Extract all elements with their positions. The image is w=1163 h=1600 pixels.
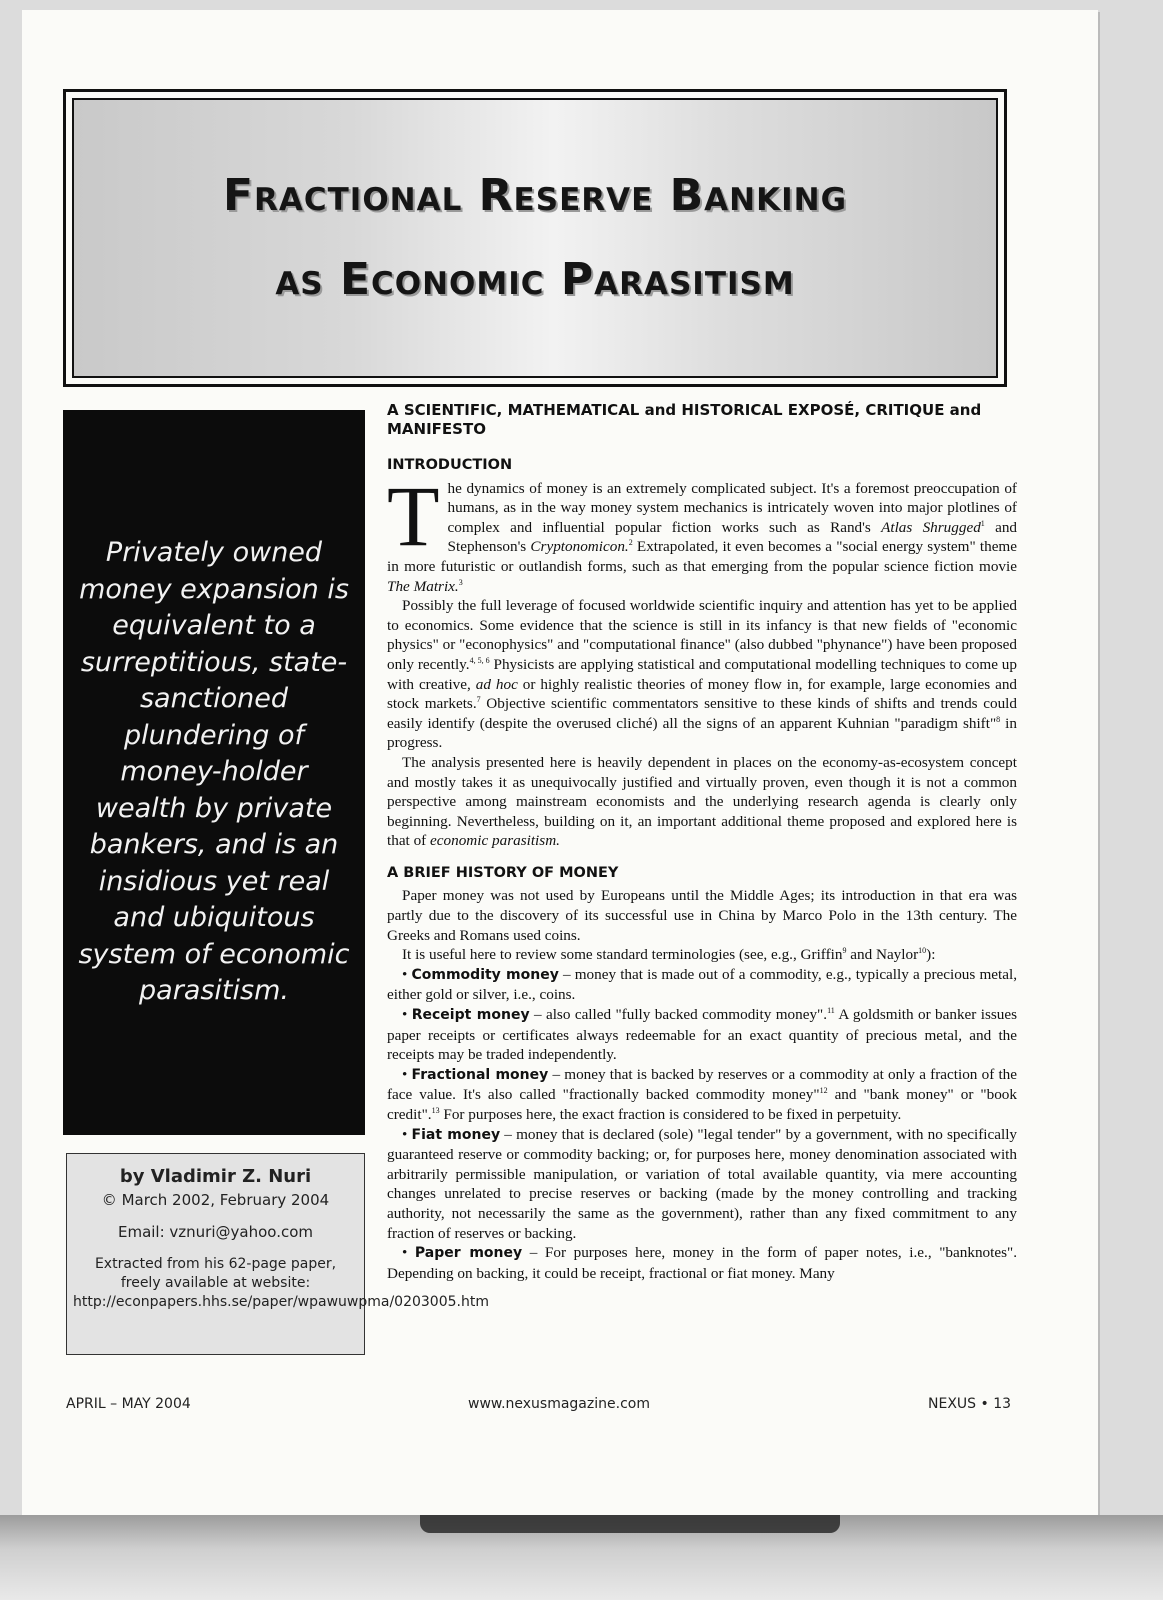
section-heading-introduction: INTRODUCTION	[387, 457, 513, 473]
author-email: Email: vznuri@yahoo.com	[117, 1223, 313, 1241]
history-paragraph-1: Paper money was not used by Europeans until the Middle Ages; its introduction in that era was partly due to the discovery of its successful use in China by Marco Polo in the 13th century. The Greeks and Romans used coins.	[387, 887, 1017, 944]
intro-paragraph-1: The dynamics of money is an extremely complicated subject. It's a foremost preoccupation of humans, as in the way money system mechanics is intricately woven into major plotlines of complex and influential popular fiction works such as Rand's Atlas Shrugged$^1$ and Stephenson's Cryptonomicon.$^2$ Extrapolated, it even becomes a "social energy system" theme in more futuristic or outlandish forms, such as that emerging from the popular science fiction movie The Matrix.$^3$	[387, 467, 1018, 595]
article-subtitle: A SCIENTIFIC, MATHEMATICAL and HISTORICAL EXPOSÉ, CRITIQUE and MANIFESTO	[387, 401, 982, 438]
section-heading-history: A BRIEF HISTORY OF MONEY	[387, 864, 619, 881]
footer-website: www.nexusmagazine.com	[468, 1396, 650, 1412]
definition-receipt-money: • Receipt money – also called "fully backed commodity money".$^{11}$ A goldsmith or banker issues paper receipts or certificates always redeemable for an exact quantity of precious metal, and the receipts may be traded independently.	[387, 1005, 1018, 1064]
byline-box	[66, 1153, 489, 1355]
title-line-1: Fractional Reserve Banking	[222, 170, 848, 221]
article-body	[387, 401, 1017, 1283]
scan-bottom-edge	[0, 1515, 1163, 1600]
history-paragraph-2: It is useful here to review some standard terminologies (see, e.g., Griffin$^9$ and Naylor$^{10}$):	[402, 946, 936, 964]
intro-paragraph-2: Possibly the full leverage of focused worldwide scientific inquiry and attention has yet to be applied to economics. Some evidence that the science is still in its infancy is that new fields of "economic physics" or "econophysics" and "computational finance" (also dubbed "phynance") have been proposed only recently.$^{4, 5, 6}$ Physicists are applying statistical and computational modelling techniques to come up with creative, ad hoc or highly realistic theories of money flow in, for example, large economies and stock markets.$^7$ Objective scientific commentators sensitive to these kinds of shifts and trends could easily identify (despite the overused cliché) all the signs of an apparent Kuhnian "paradigm shift"$^8$ in progress.	[387, 597, 1018, 752]
intro-paragraph-3: The analysis presented here is heavily dependent in places on the economy-as-ecosystem concept and mostly takes it as unequivocally justified and virtually proven, even though it is not a common perspective among mainstream economists and the underlying research agenda is clearly only beginning. Nevertheless, building on it, an important additional theme proposed and explored here is that of economic parasitism.	[387, 753, 1017, 850]
title-box	[63, 89, 1007, 387]
drop-cap: T	[387, 467, 440, 564]
title-line-2: as Economic Parasitism	[275, 254, 795, 305]
definition-commodity-money: • Commodity money – money that is made out of a commodity, e.g., typically a precious metal, either gold or silver, i.e., coins.	[387, 965, 1017, 1004]
title-panel	[72, 98, 998, 378]
definition-fractional-money: • Fractional money – money that is backed by reserves or a commodity at only a fraction of the face value. It's also called "fractionally backed commodity money"$^{12}$ and "bank money" or "book credit".$^{13}$ For purposes here, the exact fraction is considered to be fixed in perpetuity.	[387, 1065, 1018, 1123]
pull-quote-text: Privately owned money expansion is equivalent to a surreptitious, state-sanctioned plundering of money-holder wealth by private bankers, and is an insidious yet real and ubiquitous system of economic parasitism.	[78, 537, 350, 1007]
copyright-line: © March 2002, February 2004	[101, 1191, 330, 1209]
definition-paper-money: • Paper money – For purposes here, money in the form of paper notes, i.e., "banknotes". Depending on backing, it could be receipt, fractional or fiat money. Many	[387, 1244, 1018, 1282]
footer-issue-date: APRIL – MAY 2004	[66, 1396, 191, 1412]
author-name: by Vladimir Z. Nuri	[119, 1166, 312, 1187]
next-page-bleed	[420, 1515, 840, 1533]
pull-quote-box	[63, 410, 365, 1135]
source-note: Extracted from his 62-page paper, freely available at website: http://econpapers.hhs.se/paper/wpawuwpma/0203005.htm	[73, 1256, 489, 1310]
footer-page-number: NEXUS • 13	[928, 1396, 1012, 1412]
definition-fiat-money: • Fiat money – money that is declared (sole) "legal tender" by a government, with no specifically guaranteed reserve or commodity backing; or, for purposes here, money denomination associated with arbitrarily permissible manipulation, or variation of total available quantity, via mere accounting changes unrelated to precise reserves or backing (made by the money controlling and tracking authority, not necessarily the same as the government), rather than any fixed commitment to any fraction of reserves or backing.	[387, 1125, 1018, 1242]
